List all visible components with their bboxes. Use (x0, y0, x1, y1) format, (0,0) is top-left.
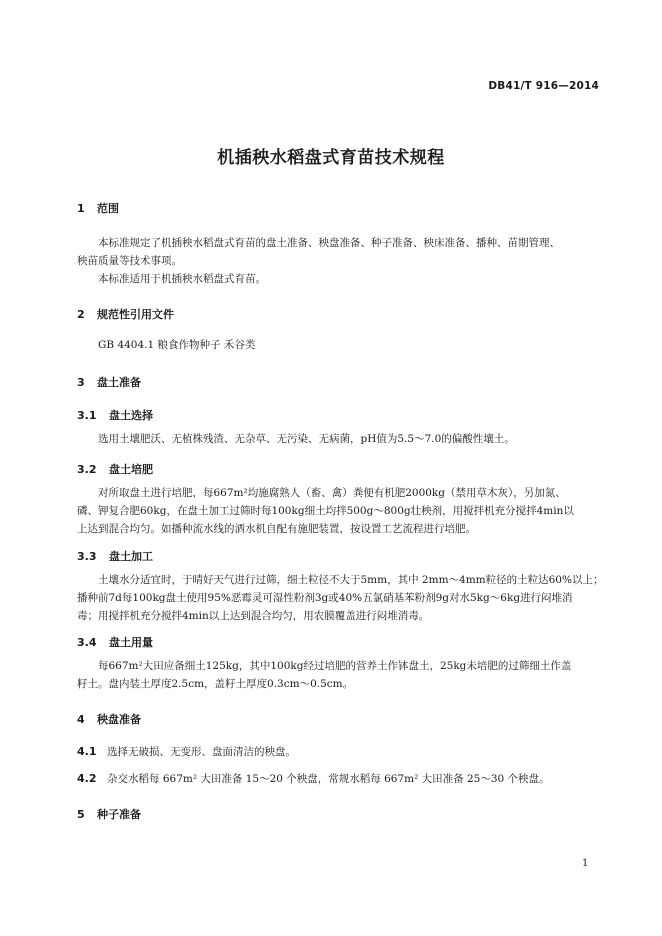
section-5-heading (77, 806, 141, 822)
clause-text: 杂交水稻每 667m² 大田准备 15～20 个秧盘，常规水稻每 667m² 大田准备 25～30 个秧盘。 (107, 773, 550, 785)
page-number: 1 (582, 858, 589, 869)
subsection-3-2-heading (77, 461, 153, 477)
subsection-number: 3.1 (77, 409, 97, 422)
paragraph-line: 籽土。盘内装土厚度2.5cm，盖籽土厚度0.3cm～0.5cm。 (77, 678, 354, 690)
section-number: 4 (77, 713, 85, 726)
clause-number: 4.1 (77, 745, 97, 758)
paragraph-line: 磷、钾复合肥60kg，在盘土加工过筛时每100kg细土均拌500g～800g壮秧剂，用搅拌机充分搅拌4min以 (77, 505, 574, 517)
section-title: 种子准备 (97, 808, 141, 821)
subsection-number: 3.4 (77, 636, 97, 649)
paragraph-line: 毒；用搅拌机充分搅拌4min以上达到混合均匀，用农膜覆盖进行闷堆消毒。 (77, 610, 430, 622)
paragraph-line: 对所取盘土进行培肥，每667m²均施腐熟人（畜、禽）粪便有机肥2000kg（禁用草木灰），另加氮、 (98, 487, 566, 499)
section-title: 盘土准备 (97, 376, 141, 389)
section-3-heading (77, 374, 141, 390)
document-title: 机插秧水稻盘式育苗技术规程 (217, 148, 445, 168)
subsection-3-4-heading (77, 634, 153, 650)
section-number: 1 (77, 202, 85, 215)
section-number: 3 (77, 376, 85, 389)
subsection-number: 3.3 (77, 550, 97, 563)
paragraph-line: 播种前7d每100kg盘土使用95%恶霉灵可湿性粉剂3g或40%五氯硝基苯粉剂9g对水5kg～6kg进行闷堆消 (77, 592, 573, 604)
subsection-title: 盘土用量 (109, 636, 153, 649)
subsection-3-1-heading (77, 407, 153, 423)
section-title: 范围 (97, 202, 119, 215)
section-number: 2 (77, 308, 85, 321)
section-number: 5 (77, 808, 85, 821)
paragraph-line: 本标准适用于机插秧水稻盘式育苗。 (98, 273, 266, 285)
normative-reference: GB 4404.1 粮食作物种子 禾谷类 (98, 339, 256, 351)
standard-code: DB41/T 916—2014 (488, 80, 599, 92)
subsection-title: 盘土加工 (109, 550, 153, 563)
paragraph-line: 秧苗质量等技术事项。 (77, 255, 182, 267)
section-4-heading (77, 711, 141, 727)
section-2-heading (77, 306, 174, 322)
subsection-title: 盘土选择 (109, 409, 153, 422)
paragraph-line: 土壤水分适宜时，于晴好天气进行过筛，细土粒径不大于5mm，其中 2mm～4mm粒径的土粒达60%以上； (98, 574, 604, 586)
paragraph-line: 每667m²大田应备细土125kg，其中100kg经过培肥的营养土作钵盘土，25kg未培肥的过筛细土作盖 (98, 660, 572, 672)
clause-text: 选择无破损、无变形、盘面清洁的秧盘。 (107, 746, 296, 758)
clause-number: 4.2 (77, 772, 97, 785)
paragraph-line: 本标准规定了机插秧水稻盘式育苗的盘土准备、秧盘准备、种子准备、秧床准备、播种、苗期管理、 (98, 237, 560, 249)
section-title: 规范性引用文件 (97, 308, 174, 321)
paragraph-line: 选用土壤肥沃、无植株残渣、无杂草、无污染、无病菌，pH值为5.5～7.0的偏酸性壤土。 (98, 433, 515, 445)
paragraph-line: 上达到混合均匀。如播种流水线的洒水机自配有施肥装置，按设置工艺流程进行培肥。 (77, 523, 476, 535)
subsection-number: 3.2 (77, 463, 97, 476)
subsection-title: 盘土培肥 (109, 463, 153, 476)
section-1-heading (77, 200, 119, 216)
subsection-3-3-heading (77, 548, 153, 564)
clause-4-2 (77, 771, 550, 786)
clause-4-1 (77, 744, 296, 759)
section-title: 秧盘准备 (97, 713, 141, 726)
